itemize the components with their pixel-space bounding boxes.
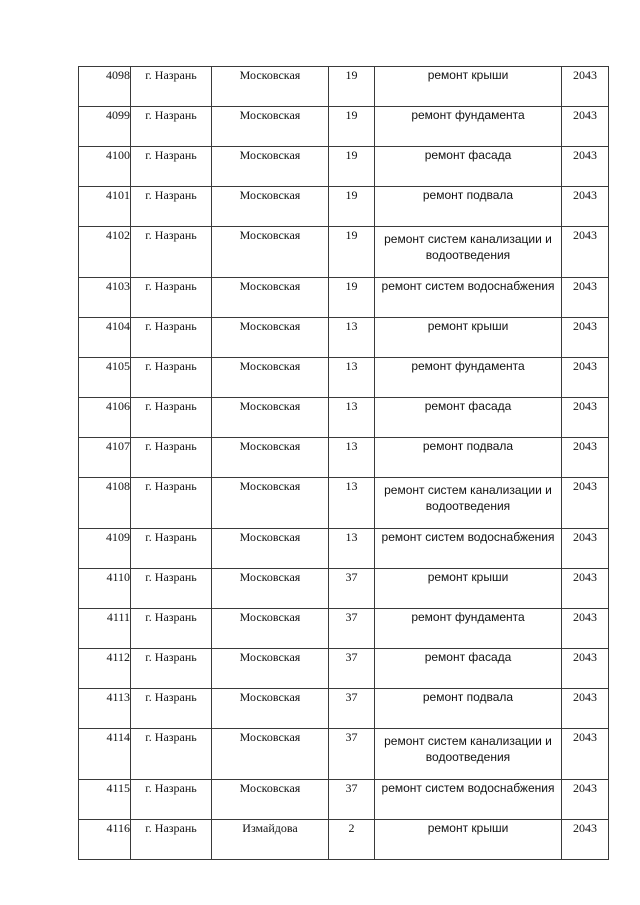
record-number-cell: 4100 <box>79 147 131 187</box>
record-number-cell: 4099 <box>79 107 131 147</box>
street-cell: Московская <box>212 478 329 529</box>
city-cell: г. Назрань <box>131 478 212 529</box>
table-row <box>79 780 609 820</box>
work-type-cell: ремонт фундамента <box>375 107 562 147</box>
record-number-cell: 4105 <box>79 358 131 398</box>
house-number-cell: 19 <box>329 107 375 147</box>
table-row <box>79 358 609 398</box>
planned-year-cell: 2043 <box>562 529 609 569</box>
table-row <box>79 278 609 318</box>
planned-year-cell: 2043 <box>562 107 609 147</box>
city-cell: г. Назрань <box>131 649 212 689</box>
street-cell: Московская <box>212 649 329 689</box>
city-cell: г. Назрань <box>131 187 212 227</box>
house-number-cell: 37 <box>329 569 375 609</box>
house-number-cell: 13 <box>329 438 375 478</box>
work-type-cell: ремонт систем водоснабжения <box>375 278 562 318</box>
planned-year-cell: 2043 <box>562 318 609 358</box>
record-number-cell: 4098 <box>79 67 131 107</box>
table-row <box>79 529 609 569</box>
city-cell: г. Назрань <box>131 820 212 860</box>
planned-year-cell: 2043 <box>562 438 609 478</box>
table-row <box>79 649 609 689</box>
record-number-cell: 4108 <box>79 478 131 529</box>
record-number-cell: 4116 <box>79 820 131 860</box>
city-cell: г. Назрань <box>131 609 212 649</box>
city-cell: г. Назрань <box>131 569 212 609</box>
street-cell: Московская <box>212 318 329 358</box>
planned-year-cell: 2043 <box>562 780 609 820</box>
work-type-cell: ремонт систем канализации и водоотведения <box>375 227 562 278</box>
planned-year-cell: 2043 <box>562 227 609 278</box>
city-cell: г. Назрань <box>131 107 212 147</box>
street-cell: Московская <box>212 107 329 147</box>
house-number-cell: 37 <box>329 649 375 689</box>
work-type-cell: ремонт систем водоснабжения <box>375 780 562 820</box>
planned-year-cell: 2043 <box>562 358 609 398</box>
work-type-cell: ремонт систем канализации и водоотведения <box>375 478 562 529</box>
record-number-cell: 4115 <box>79 780 131 820</box>
table-row <box>79 729 609 780</box>
record-number-cell: 4107 <box>79 438 131 478</box>
house-number-cell: 13 <box>329 478 375 529</box>
street-cell: Московская <box>212 438 329 478</box>
record-number-cell: 4109 <box>79 529 131 569</box>
street-cell: Московская <box>212 358 329 398</box>
record-number-cell: 4104 <box>79 318 131 358</box>
work-type-cell: ремонт крыши <box>375 569 562 609</box>
record-number-cell: 4113 <box>79 689 131 729</box>
city-cell: г. Назрань <box>131 689 212 729</box>
table-row <box>79 318 609 358</box>
table-row <box>79 820 609 860</box>
street-cell: Московская <box>212 187 329 227</box>
city-cell: г. Назрань <box>131 398 212 438</box>
table-body <box>79 67 609 860</box>
planned-year-cell: 2043 <box>562 147 609 187</box>
house-number-cell: 19 <box>329 147 375 187</box>
work-type-cell: ремонт подвала <box>375 689 562 729</box>
record-number-cell: 4114 <box>79 729 131 780</box>
work-type-cell: ремонт крыши <box>375 318 562 358</box>
table-row <box>79 147 609 187</box>
record-number-cell: 4102 <box>79 227 131 278</box>
city-cell: г. Назрань <box>131 780 212 820</box>
street-cell: Измайдова <box>212 820 329 860</box>
city-cell: г. Назрань <box>131 358 212 398</box>
table-row <box>79 67 609 107</box>
work-type-cell: ремонт подвала <box>375 438 562 478</box>
house-number-cell: 13 <box>329 318 375 358</box>
street-cell: Московская <box>212 569 329 609</box>
planned-year-cell: 2043 <box>562 278 609 318</box>
repair-schedule-table <box>78 66 609 860</box>
house-number-cell: 19 <box>329 278 375 318</box>
work-type-cell: ремонт систем водоснабжения <box>375 529 562 569</box>
document-page <box>78 66 608 860</box>
city-cell: г. Назрань <box>131 529 212 569</box>
city-cell: г. Назрань <box>131 67 212 107</box>
house-number-cell: 13 <box>329 358 375 398</box>
work-type-cell: ремонт крыши <box>375 820 562 860</box>
planned-year-cell: 2043 <box>562 187 609 227</box>
planned-year-cell: 2043 <box>562 478 609 529</box>
city-cell: г. Назрань <box>131 729 212 780</box>
city-cell: г. Назрань <box>131 227 212 278</box>
table-row <box>79 478 609 529</box>
street-cell: Московская <box>212 278 329 318</box>
city-cell: г. Назрань <box>131 278 212 318</box>
table-row <box>79 107 609 147</box>
table-row <box>79 569 609 609</box>
work-type-cell: ремонт подвала <box>375 187 562 227</box>
house-number-cell: 2 <box>329 820 375 860</box>
street-cell: Московская <box>212 729 329 780</box>
house-number-cell: 13 <box>329 529 375 569</box>
table-row <box>79 689 609 729</box>
planned-year-cell: 2043 <box>562 820 609 860</box>
planned-year-cell: 2043 <box>562 398 609 438</box>
house-number-cell: 19 <box>329 187 375 227</box>
street-cell: Московская <box>212 398 329 438</box>
table-row <box>79 187 609 227</box>
record-number-cell: 4110 <box>79 569 131 609</box>
house-number-cell: 37 <box>329 689 375 729</box>
work-type-cell: ремонт фасада <box>375 649 562 689</box>
work-type-cell: ремонт крыши <box>375 67 562 107</box>
work-type-cell: ремонт систем канализации и водоотведения <box>375 729 562 780</box>
house-number-cell: 13 <box>329 398 375 438</box>
planned-year-cell: 2043 <box>562 729 609 780</box>
city-cell: г. Назрань <box>131 438 212 478</box>
street-cell: Московская <box>212 780 329 820</box>
planned-year-cell: 2043 <box>562 689 609 729</box>
house-number-cell: 37 <box>329 609 375 649</box>
street-cell: Московская <box>212 227 329 278</box>
record-number-cell: 4112 <box>79 649 131 689</box>
planned-year-cell: 2043 <box>562 649 609 689</box>
house-number-cell: 37 <box>329 729 375 780</box>
street-cell: Московская <box>212 689 329 729</box>
house-number-cell: 19 <box>329 67 375 107</box>
house-number-cell: 19 <box>329 227 375 278</box>
work-type-cell: ремонт фундамента <box>375 609 562 649</box>
table-row <box>79 398 609 438</box>
work-type-cell: ремонт фасада <box>375 147 562 187</box>
record-number-cell: 4101 <box>79 187 131 227</box>
planned-year-cell: 2043 <box>562 609 609 649</box>
planned-year-cell: 2043 <box>562 67 609 107</box>
table-row <box>79 609 609 649</box>
planned-year-cell: 2043 <box>562 569 609 609</box>
record-number-cell: 4111 <box>79 609 131 649</box>
city-cell: г. Назрань <box>131 318 212 358</box>
house-number-cell: 37 <box>329 780 375 820</box>
street-cell: Московская <box>212 147 329 187</box>
street-cell: Московская <box>212 609 329 649</box>
street-cell: Московская <box>212 529 329 569</box>
work-type-cell: ремонт фундамента <box>375 358 562 398</box>
table-row <box>79 438 609 478</box>
record-number-cell: 4103 <box>79 278 131 318</box>
record-number-cell: 4106 <box>79 398 131 438</box>
table-row <box>79 227 609 278</box>
work-type-cell: ремонт фасада <box>375 398 562 438</box>
street-cell: Московская <box>212 67 329 107</box>
city-cell: г. Назрань <box>131 147 212 187</box>
